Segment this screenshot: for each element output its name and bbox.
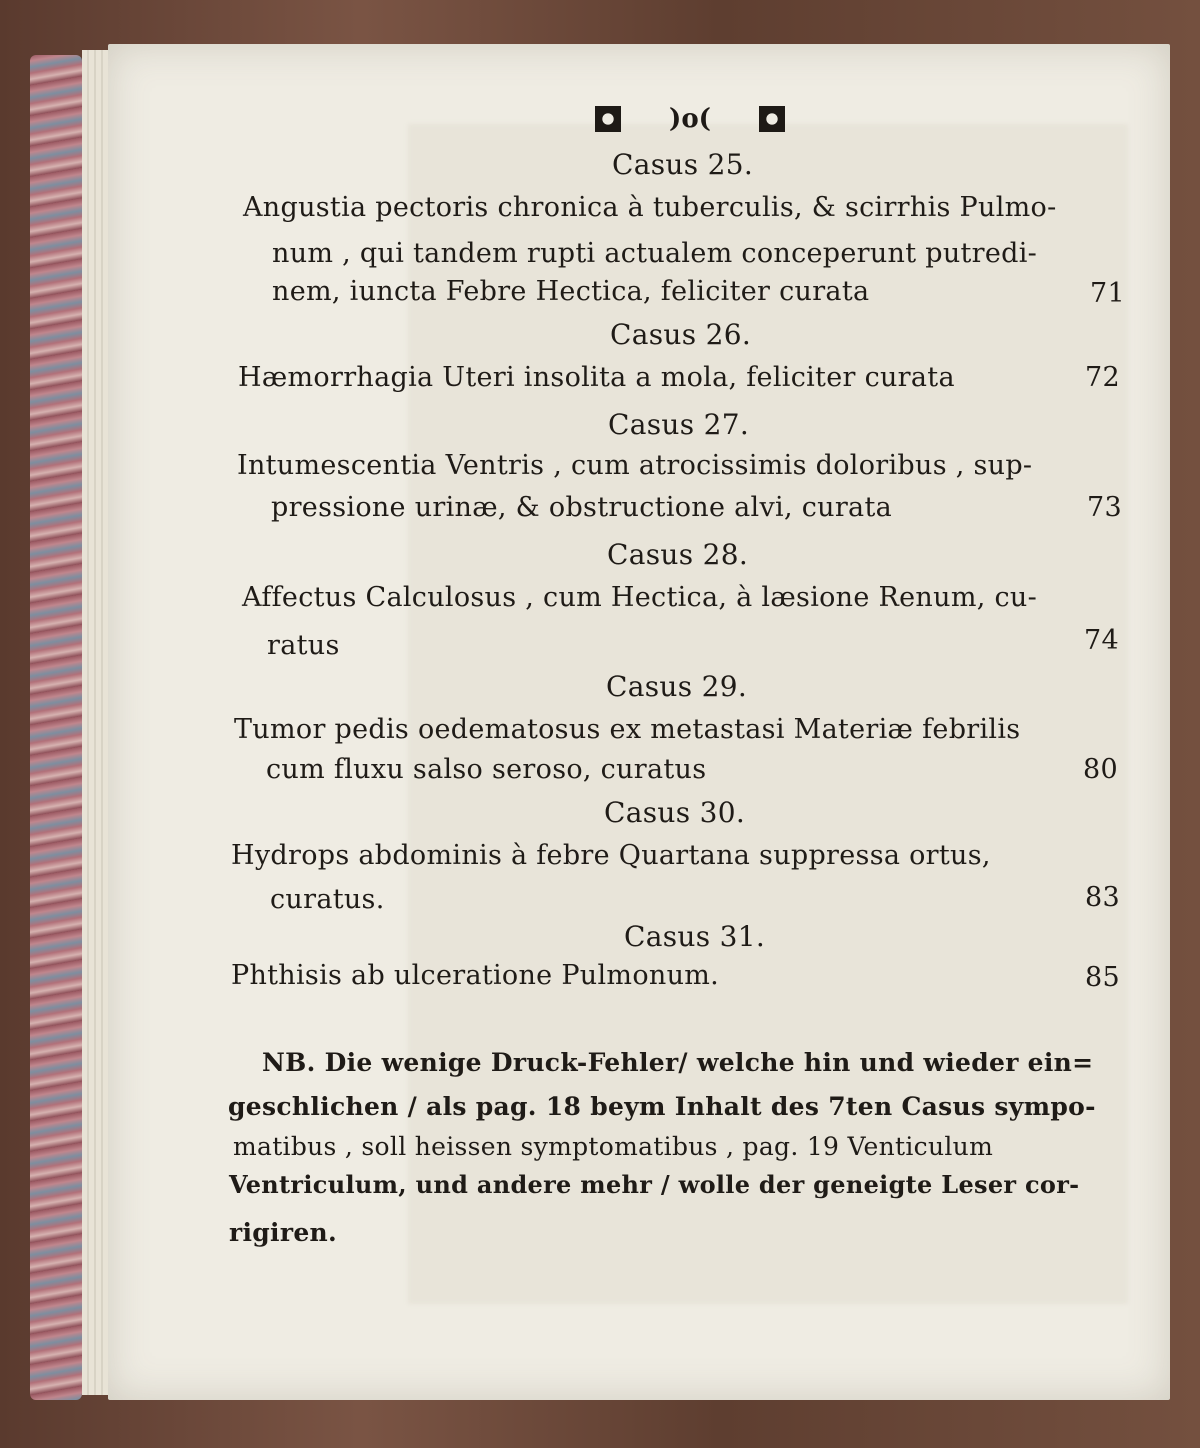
casus-heading: Casus 31. <box>624 920 766 953</box>
entry-line: num , qui tandem rupti actualem conceperunt putredi- <box>272 238 1038 269</box>
errata-line: rigiren. <box>229 1218 338 1247</box>
ornament-left-icon <box>595 106 621 132</box>
entry-line: Hæmorrhagia Uteri insolita a mola, feliciter curata <box>238 362 955 393</box>
entry-line: cum fluxu salso seroso, curatus <box>266 754 707 785</box>
header-text: )o( <box>669 104 711 134</box>
page-header-ornament <box>595 102 785 136</box>
casus-heading: Casus 27. <box>608 408 750 441</box>
entry-line: Intumescentia Ventris , cum atrocissimis doloribus , sup- <box>237 450 1033 481</box>
errata-line: geschlichen / als pag. 18 beym Inhalt des 7ten Casus sympo- <box>228 1092 1096 1121</box>
errata-line: Ventriculum, und andere mehr / wolle der geneigte Leser cor- <box>229 1170 1080 1199</box>
page-number: 85 <box>1085 962 1120 993</box>
entry-line: Affectus Calculosus , cum Hectica, à læsione Renum, cu- <box>242 582 1038 613</box>
entry-line: Hydrops abdominis à febre Quartana suppressa ortus, <box>231 840 991 871</box>
casus-heading: Casus 29. <box>606 670 748 703</box>
page-number: 74 <box>1084 625 1119 656</box>
ornament-right-icon <box>759 106 785 132</box>
entry-line: Angustia pectoris chronica à tuberculis, & scirrhis Pulmo- <box>243 192 1057 223</box>
casus-heading: Casus 28. <box>607 538 749 571</box>
marbled-endpaper <box>30 55 82 1400</box>
page-number: 80 <box>1083 754 1118 785</box>
page-number: 71 <box>1090 278 1125 309</box>
casus-heading: Casus 25. <box>612 148 754 181</box>
errata-line: matibus , soll heissen symptomatibus , pag. 19 Venticulum <box>233 1132 994 1161</box>
casus-heading: Casus 30. <box>604 796 746 829</box>
page-number: 73 <box>1087 492 1122 523</box>
entry-line: curatus. <box>270 884 385 915</box>
entry-line: Phthisis ab ulceratione Pulmonum. <box>231 960 720 991</box>
entry-line: Tumor pedis oedematosus ex metastasi Materiæ febrilis <box>234 714 1021 745</box>
errata-line: NB. Die wenige Druck-Fehler/ welche hin und wieder ein= <box>262 1048 1094 1077</box>
casus-heading: Casus 26. <box>610 318 752 351</box>
entry-line: ratus <box>267 630 340 661</box>
page-number: 83 <box>1085 882 1120 913</box>
entry-line: pressione urinæ, & obstructione alvi, curata <box>271 492 893 523</box>
page-number: 72 <box>1085 362 1120 393</box>
entry-line: nem, iuncta Febre Hectica, feliciter curata <box>272 276 870 307</box>
